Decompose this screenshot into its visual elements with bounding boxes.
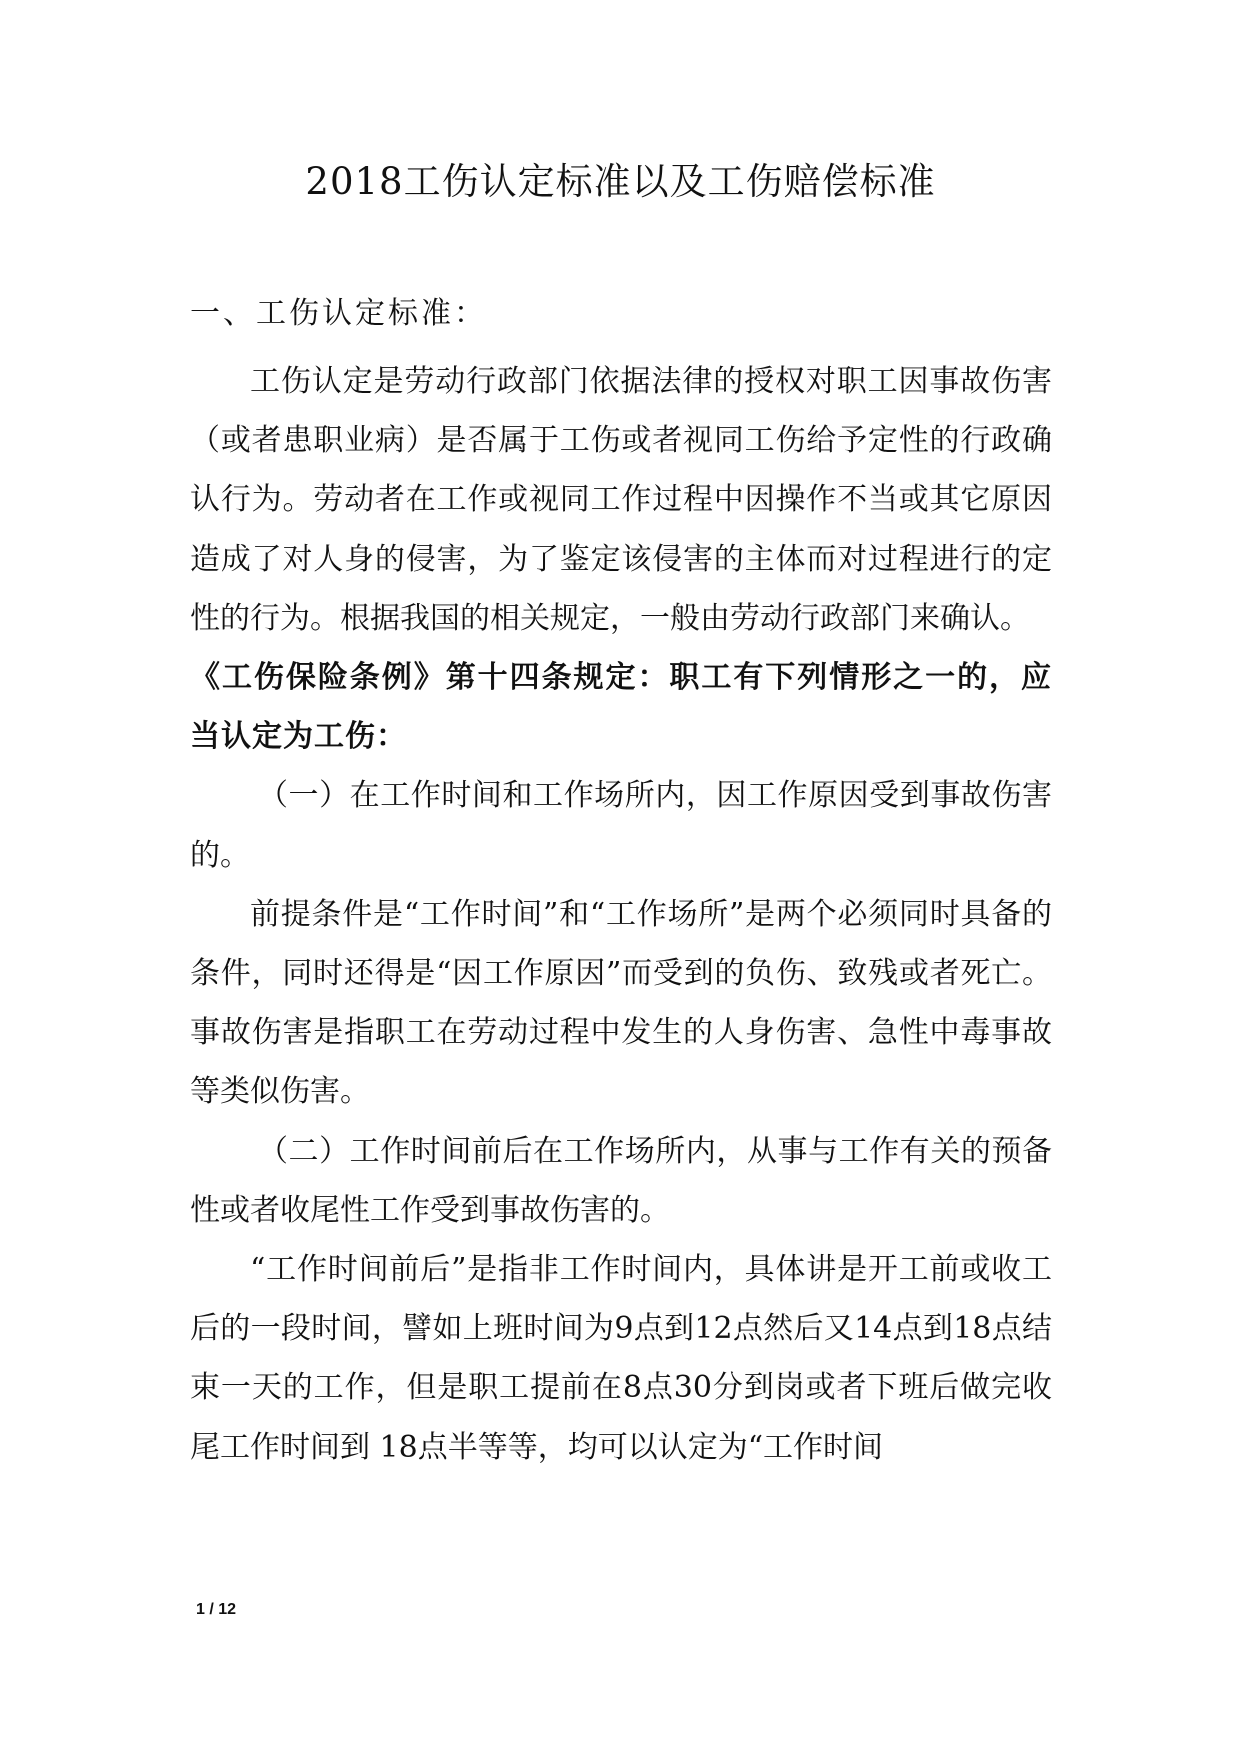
paragraph-item-1-explanation: 前提条件是“工作时间”和“工作场所”是两个必须同时具备的条件，同时还得是“因工作原因”而受到的负伤、致残或者死亡。事故伤害是指职工在劳动过程中发生的人身伤害、急性中毒事故等类似伤害。 xyxy=(190,896,1052,1110)
paragraph-item-1: （一）在工作时间和工作场所内，因工作原因受到事故伤害的。 xyxy=(190,778,1052,873)
paragraph-item-2: （二）工作时间前后在工作场所内，从事与工作有关的预备性或者收尾性工作受到事故伤害的。 xyxy=(190,1133,1052,1228)
paragraph-regulation-article: 《工伤保险条例》第十四条规定：职工有下列情形之一的，应当认定为工伤： xyxy=(190,660,1052,755)
document-body xyxy=(190,352,1052,1477)
section-heading: 一、工伤认定标准： xyxy=(190,296,487,331)
paragraph-definition: 工伤认定是劳动行政部门依据法律的授权对职工因事故伤害（或者患职业病）是否属于工伤或者视同工伤给予定性的行政确认行为。劳动者在工作或视同工作过程中因操作不当或其它原因造成了对人身的侵害，为了鉴定该侵害的主体而对过程进行的定性的行为。根据我国的相关规定，一般由劳动行政部门来确认。 xyxy=(190,364,1052,636)
document-title: 2018工伤认定标准以及工伤赔偿标准 xyxy=(305,160,936,203)
page-indicator: 1 / 12 xyxy=(196,1601,237,1618)
paragraph-item-2-explanation: “工作时间前后”是指非工作时间内，具体讲是开工前或收工后的一段时间，譬如上班时间为9点到12点然后又14点到18点结束一天的工作，但是职工提前在8点30分到岗或者下班后做完收尾工作时间到 18点半等等，均可以认定为“工作时间 xyxy=(190,1252,1052,1465)
